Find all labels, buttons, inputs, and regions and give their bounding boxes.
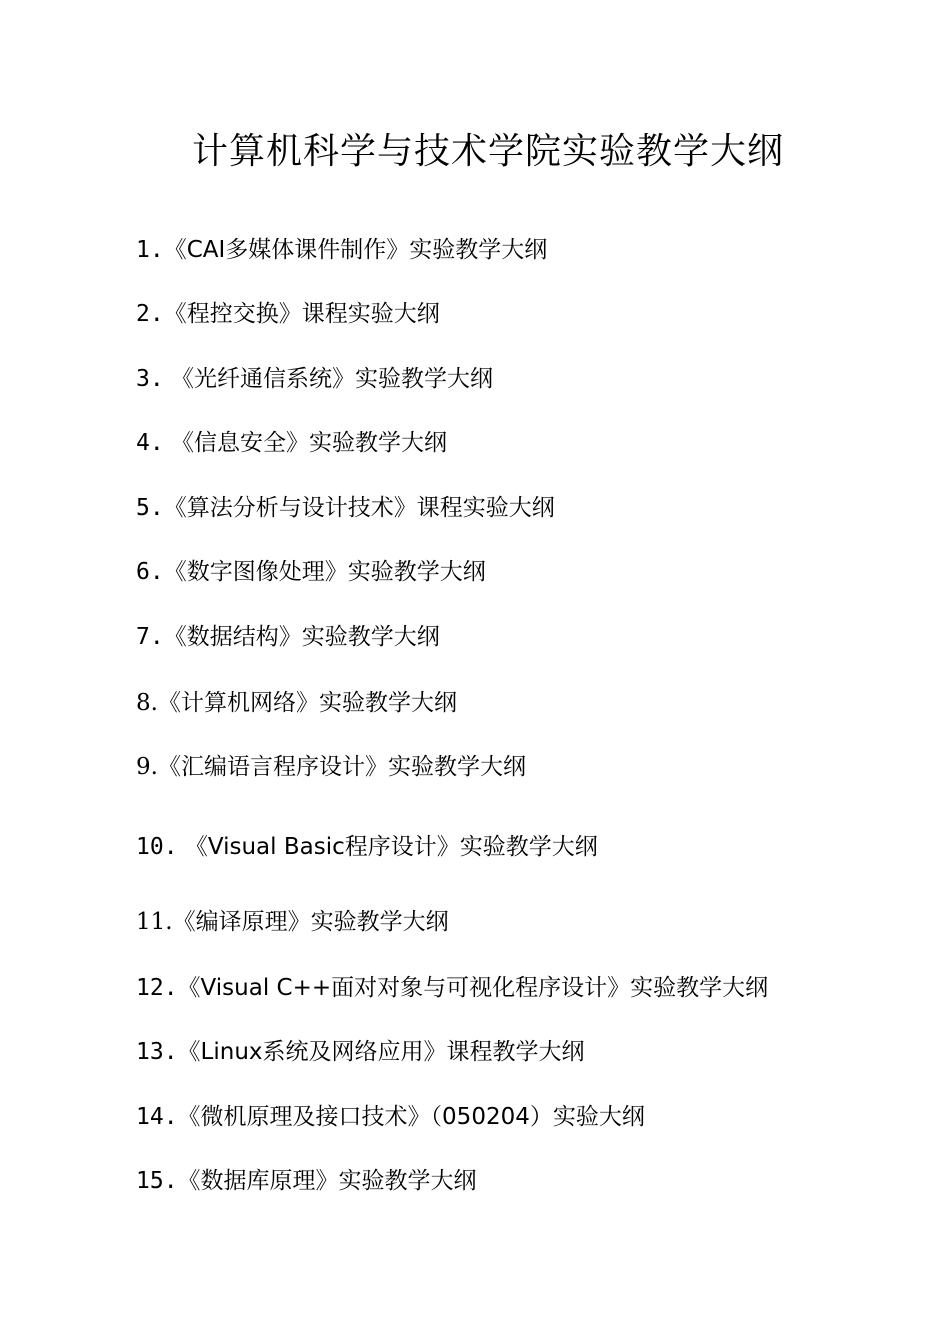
item-number: 10. xyxy=(136,834,178,860)
list-item xyxy=(136,298,440,330)
item-text: 《Visual C++面对对象与可视化程序设计》实验教学大纲 xyxy=(177,975,769,1001)
page-title: 计算机科学与技术学院实验教学大纲 xyxy=(192,131,785,172)
list-item xyxy=(136,687,457,719)
list-item xyxy=(136,492,555,524)
item-number: 5. xyxy=(136,495,164,521)
item-text: 《光纤通信系统》实验教学大纲 xyxy=(163,366,494,392)
item-text: 《数字图像处理》实验教学大纲 xyxy=(163,559,486,585)
list-item xyxy=(136,1101,645,1133)
list-item xyxy=(136,556,486,588)
item-text: 《汇编语言程序设计》实验教学大纲 xyxy=(157,754,526,780)
item-number: 3. xyxy=(136,366,164,392)
item-number: 15. xyxy=(136,1168,178,1194)
item-text: 《编译原理》实验教学大纲 xyxy=(172,909,449,935)
list-item xyxy=(136,621,440,653)
item-number: 8. xyxy=(136,690,158,716)
list-item xyxy=(136,1165,477,1197)
item-text: 《计算机网络》实验教学大纲 xyxy=(157,690,457,716)
item-text: 《程控交换》课程实验大纲 xyxy=(163,301,440,327)
item-number: 12. xyxy=(136,975,178,1001)
list-item xyxy=(136,831,598,863)
list-item xyxy=(136,1036,585,1068)
list-item xyxy=(136,751,526,783)
list-item xyxy=(136,363,493,395)
item-text: 《信息安全》实验教学大纲 xyxy=(163,430,448,456)
list-item xyxy=(136,234,547,266)
item-number: 7. xyxy=(136,624,164,650)
item-number: 11. xyxy=(136,909,173,935)
list-item xyxy=(136,427,447,459)
item-text: 《数据库原理》实验教学大纲 xyxy=(177,1168,477,1194)
item-text: 《CAI多媒体课件制作》实验教学大纲 xyxy=(163,237,548,263)
item-number: 14. xyxy=(136,1104,178,1130)
item-number: 1. xyxy=(136,237,164,263)
item-number: 6. xyxy=(136,559,164,585)
list-item xyxy=(136,972,768,1004)
item-number: 13. xyxy=(136,1039,178,1065)
item-number: 9. xyxy=(136,754,158,780)
item-text: 《数据结构》实验教学大纲 xyxy=(163,624,440,650)
item-text: 《微机原理及接口技术》（050204）实验大纲 xyxy=(177,1104,645,1130)
item-number: 2. xyxy=(136,301,164,327)
item-text: 《Linux系统及网络应用》课程教学大纲 xyxy=(177,1039,585,1065)
item-text: 《Visual Basic程序设计》实验教学大纲 xyxy=(177,834,598,860)
list-item xyxy=(136,906,449,938)
item-number: 4. xyxy=(136,430,164,456)
item-text: 《算法分析与设计技术》课程实验大纲 xyxy=(163,495,555,521)
